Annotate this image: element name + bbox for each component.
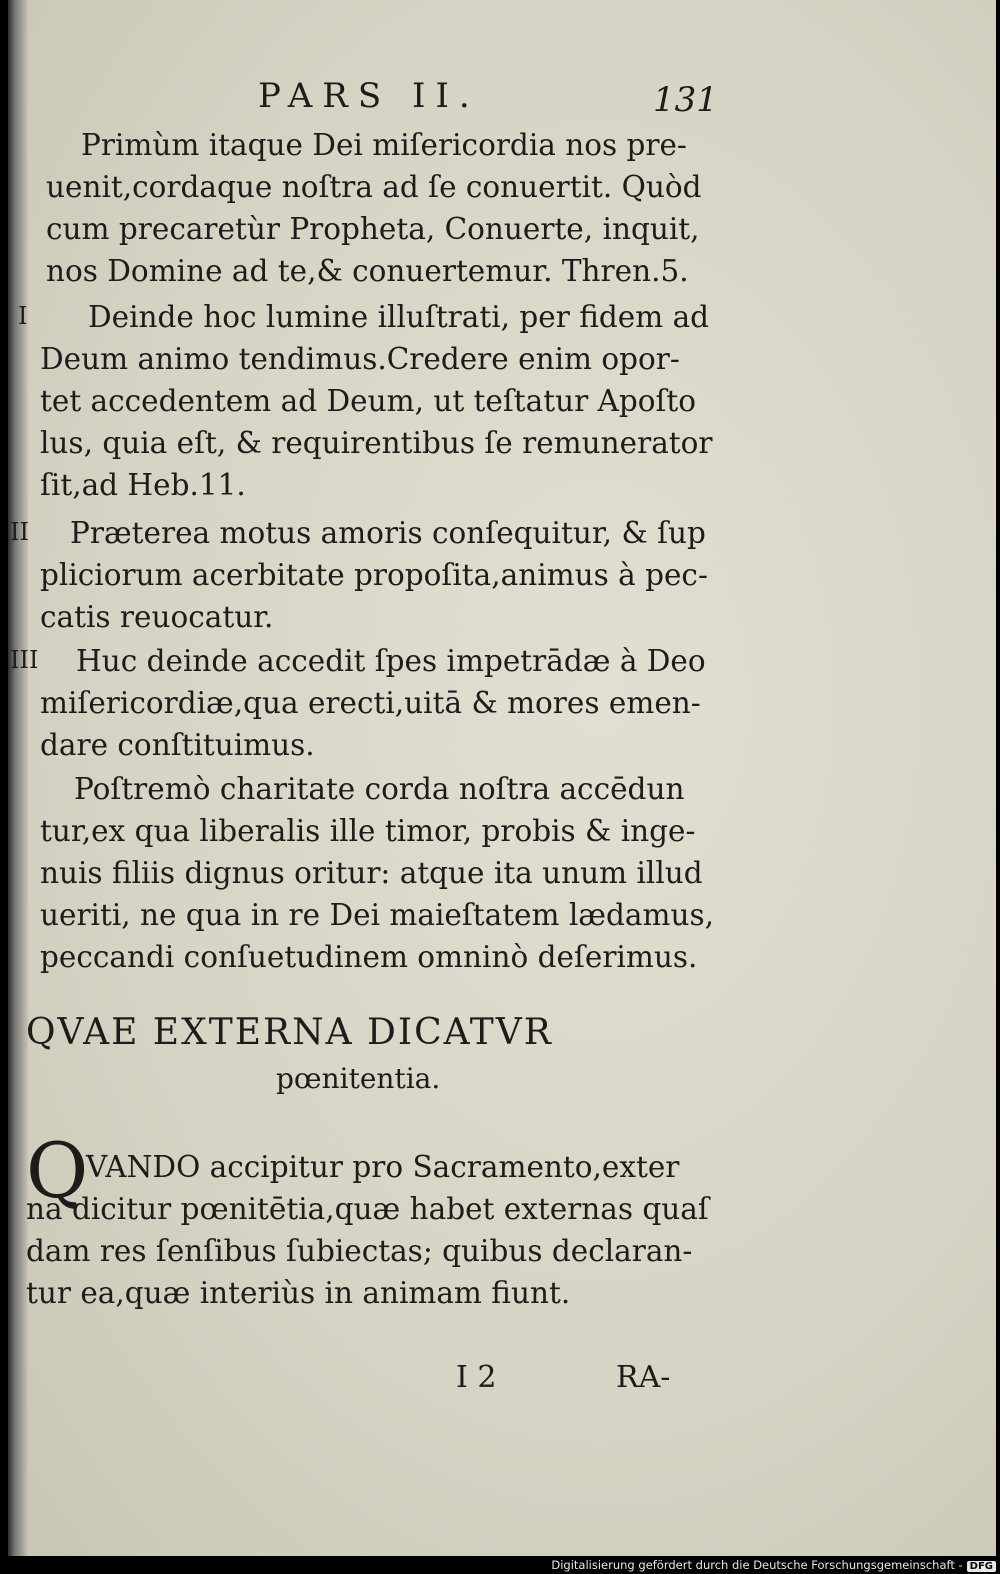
margin-numeral: I bbox=[18, 302, 28, 330]
text-line: Huc deinde accedit ſpes impetrādæ à Deo bbox=[76, 644, 706, 678]
text-line: dam res ſenſibus ſubiectas; quibus declaran- bbox=[26, 1234, 693, 1268]
text-line: dare conſtituimus. bbox=[40, 728, 315, 762]
page-number: 131 bbox=[653, 80, 718, 120]
text-line: nuis filiis dignus oritur: atque ita unum illud bbox=[40, 856, 703, 890]
drop-capital: Q bbox=[26, 1126, 89, 1215]
text-line: na dicitur pœnitētia,quæ habet externas quaſ bbox=[26, 1192, 709, 1226]
text-line: ueriti, ne qua in re Dei maieſtatem lædamus, bbox=[40, 898, 714, 932]
margin-numeral: II bbox=[10, 518, 29, 546]
text-line: Primùm itaque Dei miſericordia nos pre- bbox=[81, 128, 687, 162]
book-page bbox=[8, 0, 996, 1556]
text-line: tet accedentem ad Deum, ut teſtatur Apoſto bbox=[40, 384, 697, 418]
text-line: lus, quia eſt, & requirentibus ſe remunerator bbox=[40, 426, 713, 460]
section-heading-subtitle: pœnitentia. bbox=[276, 1062, 441, 1095]
signature-line bbox=[456, 1360, 716, 1400]
text-line: ſit,ad Heb.11. bbox=[40, 468, 246, 502]
section-heading bbox=[26, 1012, 716, 1102]
book-spine-shadow bbox=[8, 0, 28, 1556]
text-line: tur,ex qua liberalis ille timor, probis & inge- bbox=[40, 814, 696, 848]
text-line: cum precaretùr Propheta, Conuerte, inquit, bbox=[46, 212, 700, 246]
text-line: tur ea,quæ interiùs in animam fiunt. bbox=[26, 1276, 571, 1310]
text-line: uenit,cordaque noſtra ad ſe conuertit. Quòd bbox=[46, 170, 702, 204]
text-line: nos Domine ad te,& conuertemur. Thren.5. bbox=[46, 254, 689, 288]
section-heading-title: QVAE EXTERNA DICATVR bbox=[26, 1012, 553, 1053]
footer-credit bbox=[510, 1558, 996, 1574]
catchword: RA- bbox=[616, 1360, 671, 1395]
text-line: Deinde hoc lumine illuſtrati, per fidem ad bbox=[88, 300, 710, 334]
dfg-logo: DFG bbox=[967, 1561, 996, 1572]
text-line: peccandi conſuetudinem omninò deſerimus. bbox=[40, 940, 698, 974]
signature-mark: I 2 bbox=[456, 1360, 497, 1395]
text-line: VANDO accipitur pro Sacramento,exter bbox=[86, 1150, 680, 1184]
text-line: Deum animo tendimus.Credere enim opor- bbox=[40, 342, 680, 376]
running-header bbox=[238, 76, 758, 126]
margin-numeral: III bbox=[10, 646, 39, 674]
text-line: miſericordiæ,qua erecti,uitā & mores emen- bbox=[40, 686, 701, 720]
text-line: Poſtremò charitate corda noſtra accēdun bbox=[74, 772, 685, 806]
credit-text: Digitalisierung gefördert durch die Deutsche Forschungsgemeinschaft - bbox=[551, 1558, 963, 1572]
running-title: PARS II. bbox=[258, 76, 480, 116]
text-line: catis reuocatur. bbox=[40, 600, 274, 634]
text-line: Præterea motus amoris conſequitur, & ſup bbox=[70, 516, 706, 550]
text-line: pliciorum acerbitate propoſita,animus à pec- bbox=[40, 558, 708, 592]
